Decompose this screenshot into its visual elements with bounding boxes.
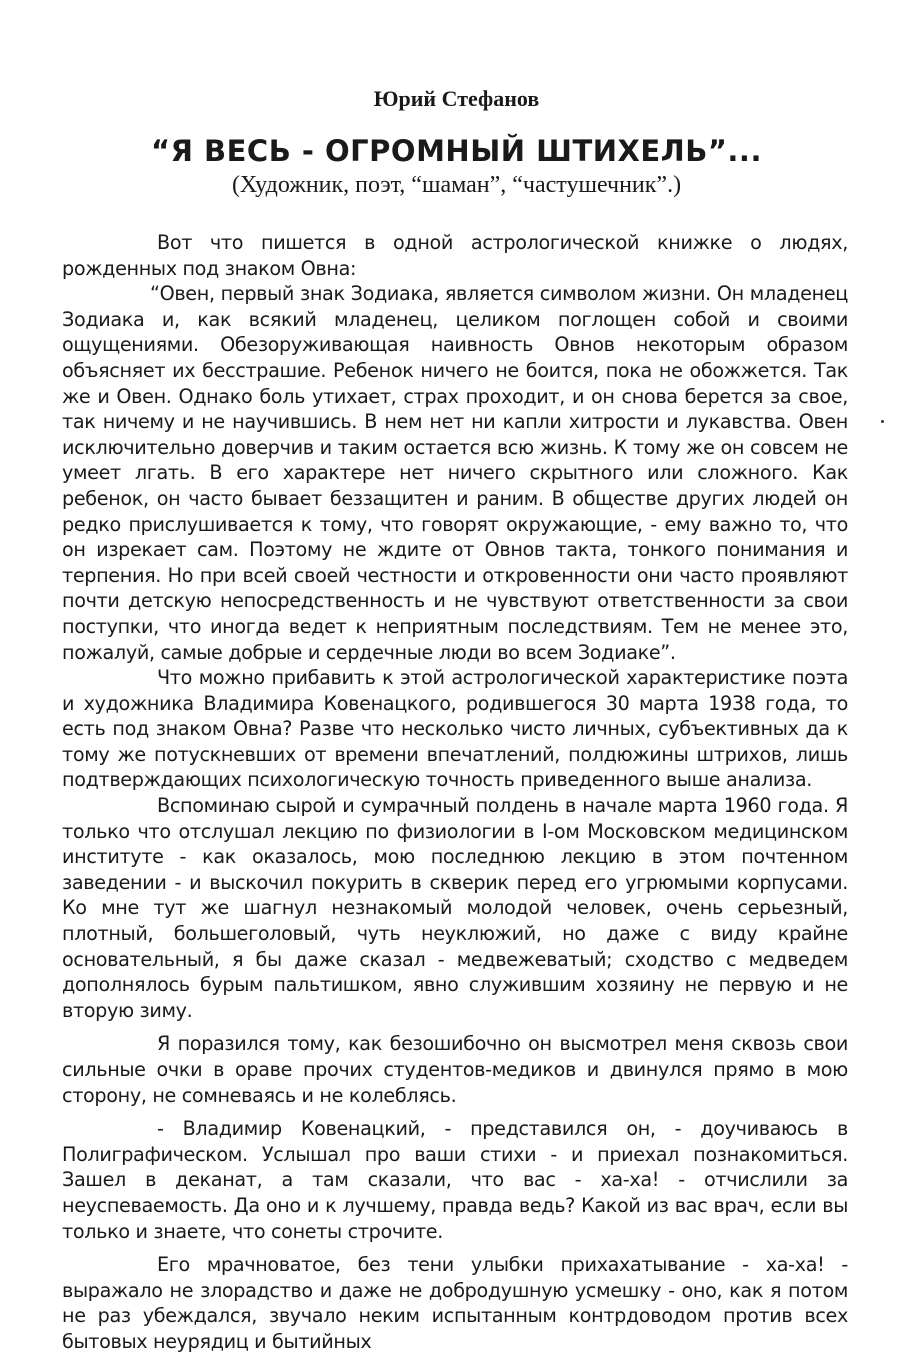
article-body <box>62 230 848 1355</box>
paragraph-intro: Вот что пишется в одной астрологической книжке о людях, рожденных под знаком Овна: <box>62 231 848 280</box>
article-subtitle: (Художник, поэт, “шаман”, “частушечник”.) <box>231 172 682 198</box>
paragraph-memory: Вспоминаю сырой и сумрачный полдень в начале марта 1960 года. Я только что отслушал лекцию по физиологии в I-ом Московском медицинском институте - как оказалось, мою последнюю лекцию в этом почтенном заведении - и выскочил покурить в скверик перед его угрюмыми корпусами. Ко мне тут же шагнул незнакомый молодой человек, очень серьезный, плотный, большеголовый, чуть неуклюжий, но даже с виду крайне основательный, я бы даже сказал - медвежеватый; сходство с медведем дополнялось бурым пальтишком, явно служившим хозяину не первую и не вторую зиму. <box>62 794 848 1022</box>
paragraph-dialogue: - Владимир Ковенацкий, - представился он, - доучиваюсь в Полиграфическом. Услышал про ваши стихи - и приехал познакомиться. Зашел в деканат, а там сказали, что вас - ха-ха! - отчислили за неуспеваемость. Да оно и к лучшему, правда ведь? Какой из вас врач, если вы только и знаете, что сонеты строчите. <box>62 1117 848 1243</box>
paragraph-laugh: Его мрачноватое, без тени улыбки прихахатывание - ха-ха! - выражало не злорадство и даже не добродушную усмешку - оно, как я потом не раз убеждался, звучало неким испытанным контрдоводом против всех бытовых неурядиц и бытийных <box>62 1253 848 1353</box>
paragraph-addition: Что можно прибавить к этой астрологической характеристике поэта и художника Владимира Ковенацкого, родившегося 30 марта 1938 года, то есть под знаком Овна? Разве что несколько чисто личных, субъективных да к тому же потускневших от времени впечатлений, полдюжины штрихов, лишь подтверждающих психологическую точность приведенного выше анализа. <box>62 666 848 792</box>
paragraph-surprise: Я поразился тому, как безошибочно он высмотрел меня сквозь свои сильные очки в ораве прочих студентов-медиков и двинулся прямо в мою сторону, не сомневаясь и не колеблясь. <box>62 1032 848 1107</box>
author-name: Юрий Стефанов <box>373 86 540 111</box>
paragraph-quote: “Овен, первый знак Зодиака, является символом жизни. Он младенец Зодиака и, как всякий младенец, целиком поглощен собой и своими ощущениями. Обезоруживающая наивность Овнов некоторым образом объясняет их бесстрашие. Ребенок ничего не боится, пока не обожжется. Так же и Овен. Однако боль утихает, страх проходит, и он снова берется за свое, так ничему и не научившись. В нем нет ни капли хитрости и лукавства. Овен исключительно доверчив и таким остается всю жизнь. К тому же он совсем не умеет лгать. В его характере нет ничего скрытного или сложного. Как ребенок, он часто бывает беззащитен и раним. В обществе других людей он редко прислушивается к тому, что говорят окружающие, - ему важно то, что он изрекает сам. Поэтому не ждите от Овнов такта, тонкого понимания и терпения. Но при всей своей честности и откровенности они часто проявляют почти детскую непосредственность и не чувствуют ответственности за свои поступки, что иногда ведет к неприятным последствиям. Тем не менее это, пожалуй, самые добрые и сердечные люди во всем Зодиаке”. <box>62 282 848 664</box>
scan-speck <box>881 420 884 423</box>
article-title: “Я ВЕСЬ - ОГРОМНЫЙ ШТИХЕЛЬ”... <box>151 134 762 168</box>
